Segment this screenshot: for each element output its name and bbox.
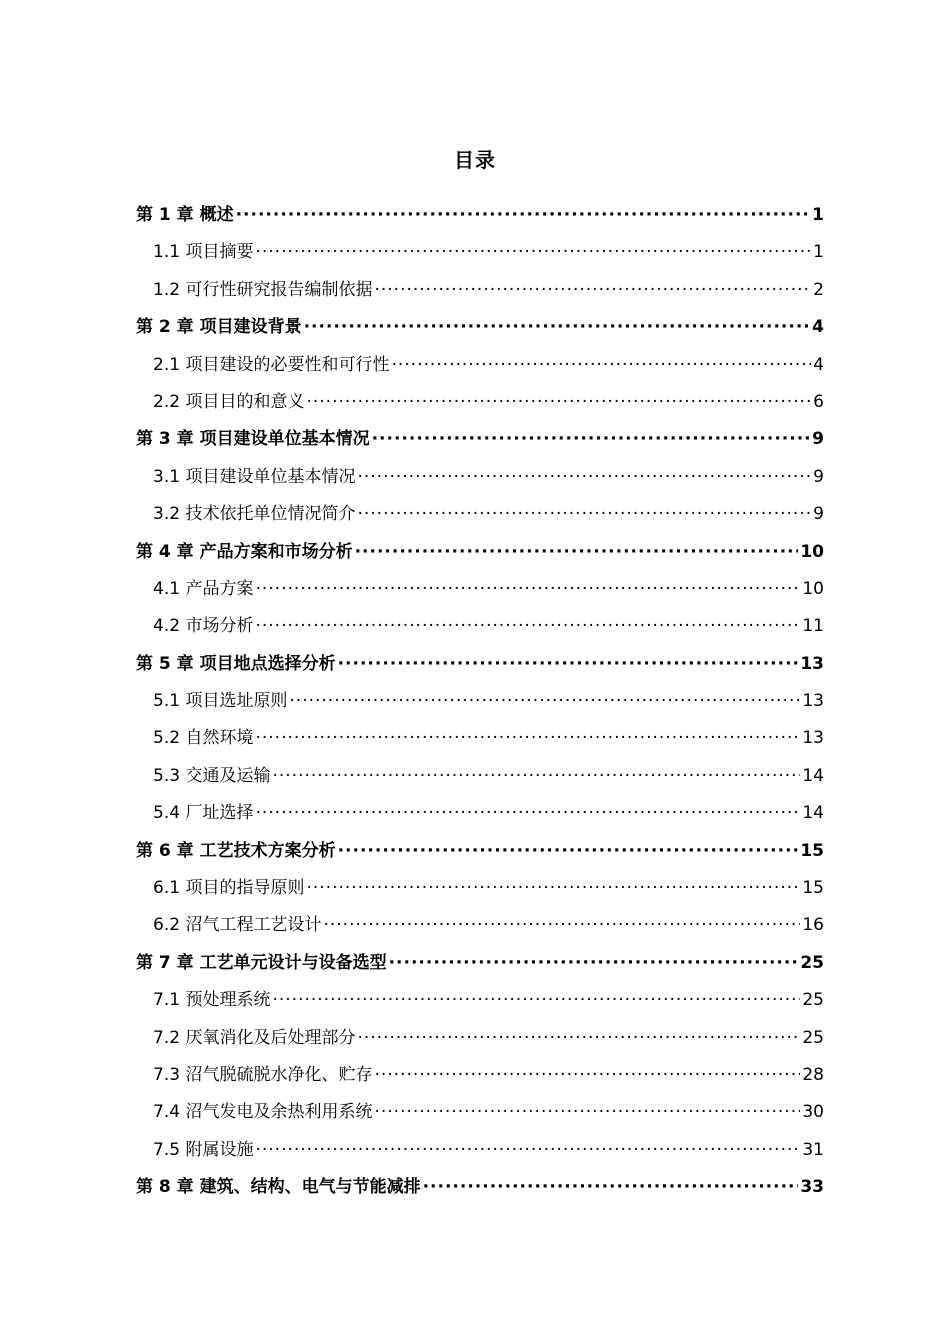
toc-dot-leader bbox=[338, 654, 799, 674]
toc-dot-leader bbox=[374, 1102, 800, 1122]
toc-dot-leader bbox=[374, 280, 811, 300]
toc-page-number: 9 bbox=[812, 429, 824, 450]
toc-dot-leader bbox=[355, 542, 799, 562]
toc-entry-label: 6.2 沼气工程工艺设计 bbox=[153, 915, 322, 936]
toc-page-number: 25 bbox=[802, 1027, 824, 1048]
toc-dot-leader bbox=[255, 803, 800, 823]
toc-page-number: 9 bbox=[813, 504, 824, 525]
toc-section-entry[interactable] bbox=[136, 350, 824, 387]
toc-dot-leader bbox=[357, 467, 811, 487]
toc-entry-label: 4.1 产品方案 bbox=[153, 578, 254, 599]
toc-dot-leader bbox=[391, 355, 811, 375]
toc-chapter-entry[interactable] bbox=[136, 312, 824, 349]
toc-entry-label: 1.2 可行性研究报告编制依据 bbox=[153, 279, 373, 300]
toc-entry-label: 2.1 项目建设的必要性和可行性 bbox=[153, 354, 390, 375]
toc-dot-leader bbox=[372, 429, 811, 449]
toc-dot-leader bbox=[255, 242, 811, 262]
toc-dot-leader bbox=[255, 579, 800, 599]
toc-section-entry[interactable] bbox=[136, 462, 824, 499]
toc-dot-leader bbox=[306, 878, 800, 898]
toc-entry-label: 第 6 章 工艺技术方案分析 bbox=[136, 840, 336, 861]
toc-entry-label: 第 3 章 项目建设单位基本情况 bbox=[136, 429, 370, 450]
toc-page-number: 16 bbox=[802, 915, 824, 936]
toc-page-number: 15 bbox=[800, 840, 824, 861]
toc-chapter-entry[interactable] bbox=[136, 537, 824, 574]
toc-page-number: 4 bbox=[813, 354, 824, 375]
toc-entry-label: 5.1 项目选址原则 bbox=[153, 691, 288, 712]
toc-dot-leader bbox=[374, 1065, 800, 1085]
toc-page-number: 15 bbox=[802, 878, 824, 899]
toc-dot-leader bbox=[272, 990, 800, 1010]
toc-section-entry[interactable] bbox=[136, 387, 824, 424]
toc-title: 目录 bbox=[454, 148, 496, 172]
toc-entry-label: 第 4 章 产品方案和市场分析 bbox=[136, 541, 353, 562]
toc-dot-leader bbox=[289, 691, 800, 711]
toc-entry-label: 3.2 技术依托单位情况简介 bbox=[153, 504, 356, 525]
toc-page-number: 13 bbox=[800, 653, 824, 674]
toc-entry-label: 7.5 附属设施 bbox=[153, 1139, 254, 1160]
toc-page-number: 11 bbox=[802, 616, 824, 637]
toc-page-number: 10 bbox=[802, 578, 824, 599]
toc-section-entry[interactable] bbox=[136, 237, 824, 274]
toc-entry-label: 3.1 项目建设单位基本情况 bbox=[153, 466, 356, 487]
toc-entry-label: 第 2 章 项目建设背景 bbox=[136, 317, 302, 338]
toc-page-number: 13 bbox=[802, 691, 824, 712]
toc-dot-leader bbox=[236, 205, 811, 225]
toc-section-entry[interactable] bbox=[136, 574, 824, 611]
toc-page-number: 1 bbox=[812, 205, 824, 225]
toc-page-number: 28 bbox=[802, 1064, 824, 1085]
toc-page-number: 33 bbox=[800, 1177, 824, 1198]
toc-chapter-entry[interactable] bbox=[136, 836, 824, 873]
toc-entry-label: 7.2 厌氧消化及后处理部分 bbox=[153, 1027, 356, 1048]
toc-entry-label: 第 5 章 项目地点选择分析 bbox=[136, 653, 336, 674]
toc-entry-label: 第 1 章 概述 bbox=[136, 205, 234, 225]
toc-entry-label: 2.2 项目目的和意义 bbox=[153, 391, 305, 412]
toc-entry-label: 第 7 章 工艺单元设计与设备选型 bbox=[136, 952, 387, 973]
toc-entry-label: 5.3 交通及运输 bbox=[153, 765, 271, 786]
toc-section-entry[interactable] bbox=[136, 761, 824, 798]
toc-page-number: 13 bbox=[802, 728, 824, 749]
toc-entry-label: 1.1 项目摘要 bbox=[153, 242, 254, 263]
toc-section-entry[interactable] bbox=[136, 873, 824, 910]
toc-page-number: 6 bbox=[813, 391, 824, 412]
toc-page-number: 14 bbox=[802, 765, 824, 786]
toc-chapter-entry[interactable] bbox=[136, 1172, 824, 1209]
toc-section-entry[interactable] bbox=[136, 985, 824, 1022]
toc-dot-leader bbox=[357, 504, 811, 524]
toc-section-entry[interactable] bbox=[136, 686, 824, 723]
toc-page-number: 25 bbox=[800, 952, 824, 973]
toc-section-entry[interactable] bbox=[136, 1023, 824, 1060]
toc-dot-leader bbox=[255, 616, 800, 636]
toc-section-entry[interactable] bbox=[136, 1060, 824, 1097]
toc-section-entry[interactable] bbox=[136, 910, 824, 947]
toc-entry-label: 5.4 厂址选择 bbox=[153, 803, 254, 824]
toc-entry-label: 第 8 章 建筑、结构、电气与节能减排 bbox=[136, 1177, 421, 1198]
toc-section-entry[interactable] bbox=[136, 798, 824, 835]
toc-chapter-entry[interactable] bbox=[136, 948, 824, 985]
toc-page-number: 10 bbox=[800, 541, 824, 562]
toc-page-number: 4 bbox=[812, 317, 824, 338]
toc-section-entry[interactable] bbox=[136, 1135, 824, 1172]
toc-entry-label: 4.2 市场分析 bbox=[153, 616, 254, 637]
toc-chapter-entry[interactable] bbox=[136, 424, 824, 461]
toc-dot-leader bbox=[304, 317, 811, 337]
toc-dot-leader bbox=[272, 766, 800, 786]
toc-section-entry[interactable] bbox=[136, 611, 824, 648]
toc-entry-label: 6.1 项目的指导原则 bbox=[153, 878, 305, 899]
toc-entry-label: 7.1 预处理系统 bbox=[153, 990, 271, 1011]
toc-dot-leader bbox=[357, 1028, 800, 1048]
toc-chapter-entry[interactable] bbox=[136, 649, 824, 686]
table-of-contents bbox=[136, 200, 824, 1210]
toc-page-number: 14 bbox=[802, 803, 824, 824]
toc-section-entry[interactable] bbox=[136, 1097, 824, 1134]
toc-dot-leader bbox=[423, 1177, 799, 1197]
toc-section-entry[interactable] bbox=[136, 499, 824, 536]
toc-entry-label: 5.2 自然环境 bbox=[153, 728, 254, 749]
toc-page-number: 31 bbox=[802, 1139, 824, 1160]
toc-page-number: 25 bbox=[802, 990, 824, 1011]
toc-page-number: 1 bbox=[813, 242, 824, 263]
toc-dot-leader bbox=[338, 841, 799, 861]
toc-section-entry[interactable] bbox=[136, 723, 824, 760]
toc-page-number: 2 bbox=[813, 279, 824, 300]
toc-chapter-entry[interactable] bbox=[136, 200, 824, 237]
toc-page-number: 30 bbox=[802, 1102, 824, 1123]
toc-dot-leader bbox=[323, 915, 800, 935]
toc-section-entry[interactable] bbox=[136, 275, 824, 312]
toc-dot-leader bbox=[306, 392, 811, 412]
toc-dot-leader bbox=[389, 953, 799, 973]
toc-entry-label: 7.3 沼气脱硫脱水净化、贮存 bbox=[153, 1064, 373, 1085]
toc-dot-leader bbox=[255, 728, 800, 748]
toc-dot-leader bbox=[255, 1140, 800, 1160]
toc-entry-label: 7.4 沼气发电及余热利用系统 bbox=[153, 1102, 373, 1123]
toc-page-number: 9 bbox=[813, 466, 824, 487]
